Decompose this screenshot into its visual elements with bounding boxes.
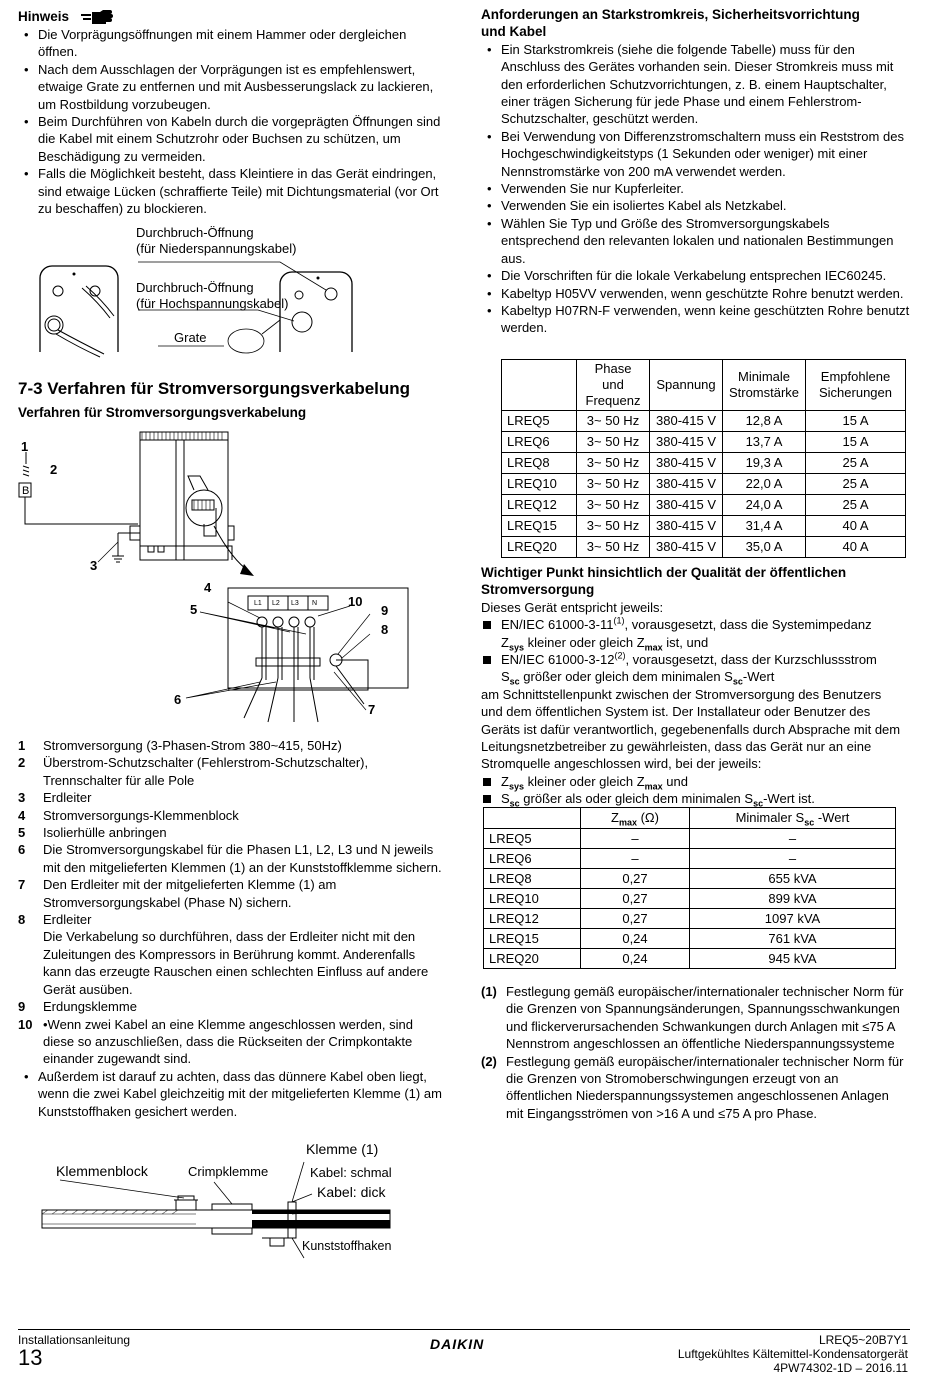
table-row: LREQ10 3~ 50 Hz 380-415 V 22,0 A 25 A — [502, 474, 906, 495]
terminal-l3: L3 — [291, 600, 299, 607]
terminal-n: N — [312, 600, 318, 607]
footer-model: LREQ5~20B7Y1 — [818, 1333, 908, 1347]
hint-list — [18, 26, 448, 217]
requirement-item: • Wählen Sie Typ und Größe des Stromversorgungskabels entsprechend den relevanten lokalen und nationalen Bestimmungen aus. — [481, 215, 911, 267]
label-low-voltage-1: Durchbruch-Öffnung — [136, 225, 254, 240]
footnote-item: (1) Festlegung gemäß europäischer/internationaler technischer Norm für die Grenzen von Spannungsänderungen, Spannungsschwankungen und flickerverursachenden Schwankungen durch Anlagen mit ≤75 A Nennstrom angeschlossen an öffentliche Niederspannungssysteme — [481, 984, 904, 1052]
requirement-item: • Verwenden Sie ein isoliertes Kabel als Netzkabel. — [481, 197, 911, 214]
requirement-item: • Verwenden Sie nur Kupferleiter. — [481, 180, 911, 197]
callout-7: 7 — [368, 702, 376, 717]
legend-item: 1 Stromversorgung (3-Phasen-Strom 380~415, 50Hz) — [18, 738, 342, 753]
legend-item: 10 •Wenn zwei Kabel an eine Klemme angeschlossen werden, sind diese so anzuschließen, dass die Rückseiten der Crimpkontakte einander zugewandt sind. — [18, 1016, 413, 1067]
footer-doc-type: Installationsanleitung — [18, 1333, 131, 1347]
table-row: LREQ5 – – — [484, 829, 896, 849]
footer-rule — [18, 1329, 910, 1330]
legend-item: 5 Isolierhülle anbringen — [18, 825, 167, 841]
label-crimpklemme: Crimpklemme — [188, 1164, 269, 1179]
callout-3: 3 — [90, 558, 98, 573]
footer-doc-number: 4PW74302-1D – 2016.11 — [773, 1361, 908, 1375]
label-low-voltage-2: (für Niederspannungskabel) — [136, 241, 297, 256]
power-table — [501, 359, 906, 558]
callout-6: 6 — [174, 692, 182, 707]
legend-item: 7 Den Erdleiter mit der mitgelieferten Klemme (1) am Stromversorgungskabel (Phase N) sichern. — [18, 877, 337, 910]
hint-header — [18, 8, 448, 26]
footer-product: Luftgekühltes Kältemittel-Kondensatorgerät — [677, 1347, 908, 1361]
hint-title: Hinweis — [18, 9, 70, 25]
table-row: LREQ6 3~ 50 Hz 380-415 V 13,7 A 15 A — [502, 432, 906, 453]
label-high-voltage-2: (für Hochspannungskabel) — [136, 296, 289, 311]
table-row: LREQ10 0,27 899 kVA — [484, 889, 896, 909]
hint-hand-icon — [81, 9, 115, 25]
table-header-cell — [484, 808, 581, 829]
table-header-row — [484, 808, 896, 829]
footer-page-number: 13 — [18, 1345, 43, 1370]
footnotes — [481, 983, 906, 1122]
subsection-title: Verfahren für Stromversorgungsverkabelung — [18, 405, 307, 420]
wiring-legend — [18, 737, 443, 1120]
wiring-figure — [18, 428, 448, 728]
callout-4: 4 — [204, 580, 212, 595]
legend-item: 8 Erdleiter — [18, 912, 92, 928]
legend-list — [18, 737, 443, 1068]
legend-item: 3 Erdleiter — [18, 790, 92, 806]
footer-right — [678, 1333, 908, 1375]
quality-paragraph: am Schnittstellenpunkt zwischen der Stromversorgung des Benutzers und dem öffentlichen System ist. Der Installateur oder Benutzer des Geräts ist dafür verantwortlich, gegebenenfalls durch Absprache mit dem Leitungsnetzbetreiber zu gewährleisten, dass das Gerät nur an eine Stromquelle angeschlossen wird, bei der jeweils: — [481, 686, 901, 772]
callout-10: 10 — [348, 594, 363, 609]
requirement-item: • Die Vorschriften für die lokale Verkabelung entsprechen IEC60245. — [481, 267, 911, 284]
legend-item: 2 Überstrom-Schutzschalter (Fehlerstrom-Schutzschalter), Trennschalter für alle Pole — [18, 755, 369, 788]
footnote-item: (2) Festlegung gemäß europäischer/internationaler technischer Norm für die Grenzen von Stromoberschwingungen erzeugt von an öffentlichen Niederspannungssystemen angeschlossenen Anlagen mit Eingangsströmen von >16 A und ≤75 A pro Phase. — [481, 1053, 904, 1121]
hint-item: • Beim Durchführen von Kabeln durch die vorgeprägten Öffnungen sind die Kabel mit einem Schutzrohr oder Buchsen zu schützen, um Beschädigung zu vermeiden. — [18, 113, 448, 165]
requirement-item: • Kabeltyp H05VV verwenden, wenn geschützte Rohre benutzt werden. — [481, 285, 911, 302]
quality-intro: Dieses Gerät entspricht jeweils: — [481, 599, 664, 615]
legend-item: 6 Die Stromversorgungskabel für die Phasen L1, L2, L3 und N jeweils mit den mitgelieferten Klemmen (1) an der Kunststoffklemme sichern. — [18, 842, 442, 875]
table-header-cell: Empfohlene Sicherungen — [806, 360, 906, 411]
requirement-item: • Ein Starkstromkreis (siehe die folgende Tabelle) muss für den Anschluss des Gerätes vorhanden sein. Dieser Stromkreis muss mit den erforderlichen Schutzvorrichtungen, z. B. einem Hauptschalter, einer trägen Sicherung für jede Phase und einem Fehlerstrom-Schutzschalter, geschützt werden. — [481, 41, 911, 128]
quality-title: Wichtiger Punkt hinsichtlich der Qualität der öffentlichen Stromversorgung — [481, 565, 847, 598]
table-row: LREQ5 3~ 50 Hz 380-415 V 12,8 A 15 A — [502, 411, 906, 432]
terminal-l2: L2 — [272, 600, 280, 607]
conditions-list — [481, 773, 906, 808]
callout-9: 9 — [381, 603, 389, 618]
left-column — [18, 8, 448, 217]
table-header-cell: Spannung — [650, 360, 723, 411]
footnote-list — [481, 983, 906, 1122]
daikin-logo: DAIKIN — [430, 1336, 485, 1352]
hint-item: • Falls die Möglichkeit besteht, dass Kleintiere in das Gerät eindringen, sind etwaige Lücken (schraffierte Teile) mit Dichtungsmaterial (vor Ort zu beschaffen) zu blockieren. — [18, 165, 448, 217]
knockout-figure — [18, 222, 448, 362]
quality-section — [481, 564, 906, 808]
requirement-item: • Bei Verwendung von Differenzstromschaltern muss ein Reststrom des Hochgeschwindigkeitstyps (1 Sekunden oder weniger) mit einer Nennstromstärke von 200 mA verwendet werden. — [481, 128, 911, 180]
legend-item: 9 Erdungsklemme — [18, 999, 137, 1015]
breaker-letter: B — [22, 485, 30, 497]
standards-list — [481, 616, 906, 686]
label-klemmenblock: Klemmenblock — [56, 1163, 148, 1179]
table-header-cell: Minimale Stromstärke — [723, 360, 806, 411]
legend-item: Die Verkabelung so durchführen, dass der Erdleiter nicht mit den Zuleitungen des Kompressors in Berührung kommt. Anderenfalls kann das erzeugte Rauschen einen schlechten Einfluss auf andere Gerät ausüben. — [43, 929, 429, 997]
standard-item: EN/IEC 61000-3-12$^{(2)}$, vorausgesetzt, dass der Kurzschlussstrom $S_{sc}$ größer oder gleich dem minimalen $S_{sc}$-Wert — [481, 651, 906, 686]
table-header-cell: Minimaler $S_{sc}$ -Wert — [690, 808, 896, 829]
label-high-voltage-1: Durchbruch-Öffnung — [136, 280, 254, 295]
hint-item: • Nach dem Ausschlagen der Vorprägungen ist es empfehlenswert, etwaige Grate zu entfernen und mit Ausbesserungslack zu lackieren, um Rostbildung vorzubeugen. — [18, 61, 448, 113]
requirement-item: • Kabeltyp H07RN-F verwenden, wenn keine geschützten Rohre benutzt werden. — [481, 302, 911, 337]
right-column — [481, 6, 911, 337]
table-row: LREQ8 3~ 50 Hz 380-415 V 19,3 A 25 A — [502, 453, 906, 474]
callout-5: 5 — [190, 602, 198, 617]
table-header-cell — [502, 360, 577, 411]
label-kabel-dick: Kabel: dick — [317, 1184, 386, 1200]
table-row: LREQ20 0,24 945 kVA — [484, 949, 896, 969]
hint-item: • Die Vorprägungsöffnungen mit einem Hammer oder dergleichen öffnen. — [18, 26, 448, 61]
label-burr: Grate — [174, 330, 207, 345]
table-row: LREQ20 3~ 50 Hz 380-415 V 35,0 A 40 A — [502, 537, 906, 558]
requirements-title: Anforderungen an Starkstromkreis, Sicherheitsvorrichtung und Kabel — [481, 7, 860, 40]
requirements-list — [481, 41, 911, 337]
table-row: LREQ15 0,24 761 kVA — [484, 929, 896, 949]
condition-item: $S_{sc}$ größer als oder gleich dem minimalen $S_{sc}$-Wert ist. — [481, 790, 906, 807]
table-header-cell: Phase und Frequenz — [577, 360, 650, 411]
crimp-figure — [36, 1140, 416, 1265]
callout-2: 2 — [50, 462, 58, 477]
table-header-row — [502, 360, 906, 411]
section-title: 7-3 Verfahren für Stromversorgungsverkabelung — [18, 379, 411, 398]
callout-1: 1 — [21, 439, 29, 454]
extra-list — [18, 1068, 443, 1120]
table-row: LREQ12 0,27 1097 kVA — [484, 909, 896, 929]
impedance-table — [483, 807, 896, 969]
wiring-diagram — [18, 428, 448, 728]
table-row: LREQ12 3~ 50 Hz 380-415 V 24,0 A 25 A — [502, 495, 906, 516]
label-klemme1: Klemme (1) — [306, 1141, 379, 1157]
extra-bullet: • Außerdem ist darauf zu achten, dass das dünnere Kabel oben liegt, wenn die zwei Kabel gleichzeitig mit der mitgelieferten Klemme (1) am Kunststoffhaken gesichert werden. — [18, 1068, 443, 1120]
legend-item: 4 Stromversorgungs-Klemmenblock — [18, 807, 239, 823]
section-header — [18, 378, 458, 421]
label-kunststoffhaken: Kunststoffhaken — [302, 1239, 392, 1253]
table-header-cell: $Z_{max}$ (Ω) — [581, 808, 690, 829]
table-row: LREQ6 – – — [484, 849, 896, 869]
table-row: LREQ8 0,27 655 kVA — [484, 869, 896, 889]
callout-8: 8 — [381, 622, 389, 637]
terminal-l1: L1 — [254, 600, 262, 607]
table-row: LREQ15 3~ 50 Hz 380-415 V 31,4 A 40 A — [502, 516, 906, 537]
condition-item: $Z_{sys}$ kleiner oder gleich $Z_{max}$ und — [481, 773, 906, 790]
label-kabel-schmal: Kabel: schmal — [310, 1165, 392, 1180]
standard-item: EN/IEC 61000-3-11$^{(1)}$, vorausgesetzt, dass die Systemimpedanz $Z_{sys}$ kleiner oder gleich $Z_{max}$ ist, und — [481, 616, 906, 651]
